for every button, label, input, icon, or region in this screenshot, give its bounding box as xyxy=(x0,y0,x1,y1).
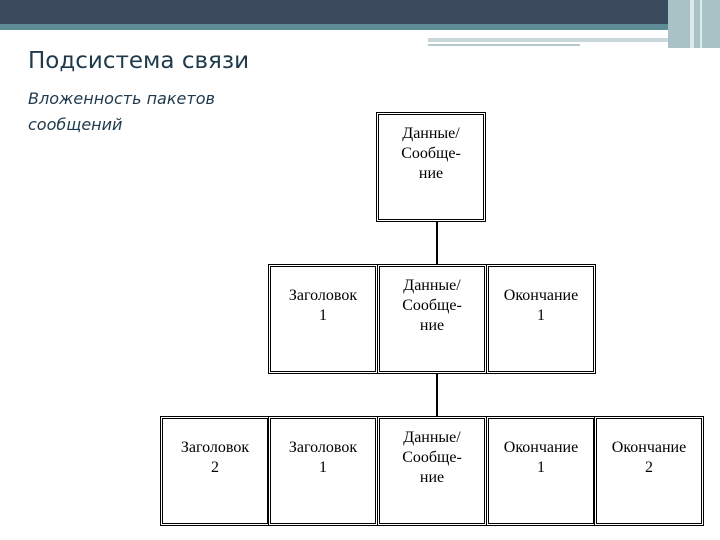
cell-label: Окончание 1 xyxy=(503,439,579,476)
slide-title: Подсистема связи xyxy=(28,48,250,74)
cell-label: Данные/ Сообще- ние xyxy=(401,125,461,182)
cell-label: Данные/ Сообще- ние xyxy=(402,429,462,486)
cell-label: Данные/ Сообще- ние xyxy=(402,277,462,334)
packet-cell-header xyxy=(268,264,378,374)
packet-cell-trailer xyxy=(594,416,704,526)
packet-cell-data xyxy=(376,112,486,222)
cell-label: Заголовок 1 xyxy=(288,287,358,324)
packet-cell-trailer xyxy=(486,416,596,526)
cell-label: Заголовок 2 xyxy=(180,439,250,476)
packet-cell-data xyxy=(377,264,487,374)
packet-cell-header xyxy=(268,416,378,526)
packet-cell-trailer xyxy=(486,264,596,374)
connector-line xyxy=(436,220,438,264)
cell-label: Заголовок 1 xyxy=(288,439,358,476)
packet-cell-data xyxy=(377,416,487,526)
connector-line xyxy=(436,374,438,416)
cell-label: Окончание 2 xyxy=(611,439,687,476)
packet-cell-header xyxy=(160,416,270,526)
cell-label: Окончание 1 xyxy=(503,287,579,324)
slide-subtitle: Вложенность пакетов сообщений xyxy=(28,89,215,134)
